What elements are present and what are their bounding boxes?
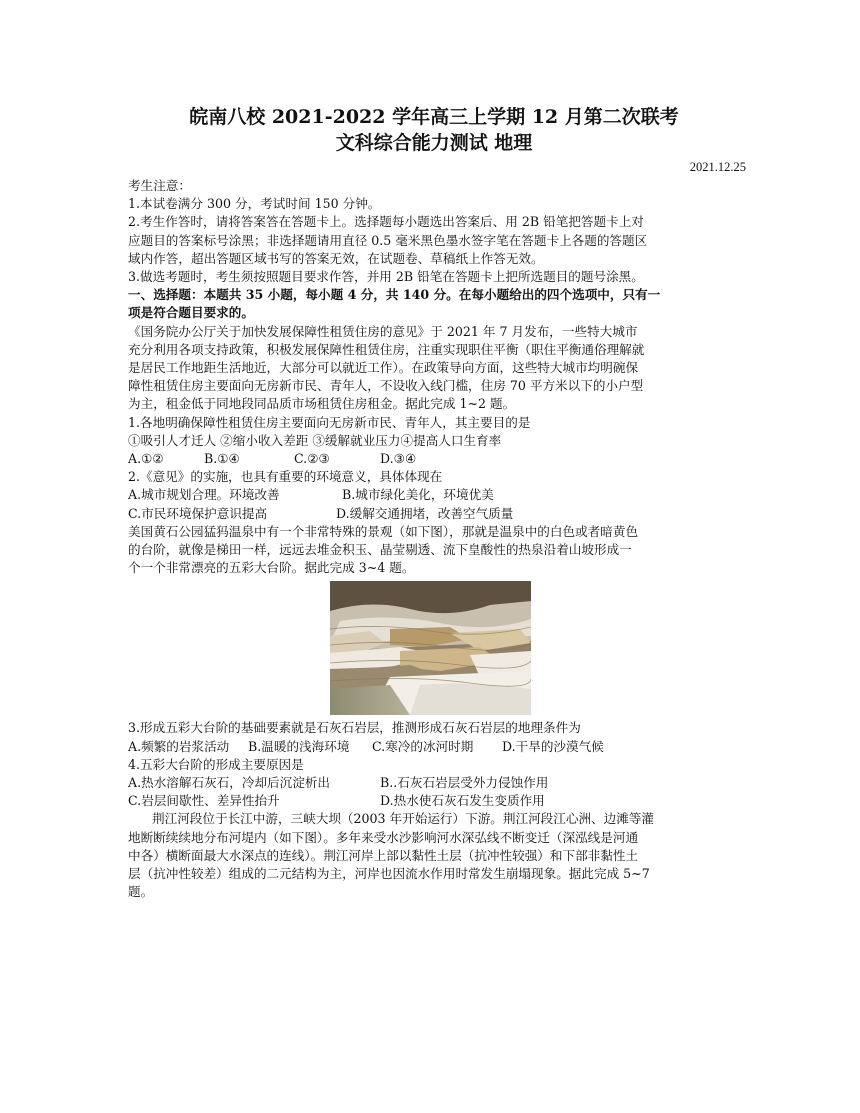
- option-c: C.市民环境保护意识提高: [128, 505, 268, 521]
- option-b: B.城市绿化美化，环境优美: [342, 487, 494, 503]
- option-b: B.温暖的浅海环境: [248, 738, 350, 754]
- passage-line: 美国黄石公园猛犸温泉中有一个非常特殊的景观（如下图），那就是温泉中的白色或者暗黄色: [128, 523, 639, 539]
- option-a: A.城市规划合理。环境改善: [128, 487, 280, 503]
- notice-item: 域内作答，超出答题区域书写的答案无效，在试题卷、草稿纸上作答无效。: [128, 250, 544, 266]
- section-heading-cont: 项是符合题目要求的。: [128, 305, 254, 321]
- notice-heading: 考生注意：: [128, 178, 191, 193]
- notice-item: 应题目的答案标号涂黑；非选择题请用直径 0.5 毫米黑色墨水签字笔在答题卡上各题的答题区: [128, 232, 648, 248]
- question-options: [128, 486, 740, 504]
- question-options: [128, 450, 740, 468]
- passage-line: 《国务院办公厅关于加快发展保障性租赁住房的意见》于 2021 年 7 月发布，一些特大城市: [128, 323, 638, 339]
- section-heading: 一、选择题：本题共 35 小题，每小题 4 分，共 140 分。在每小题给出的四个选项中，只有一: [128, 287, 661, 303]
- exam-body: [128, 177, 740, 902]
- passage-line: 地断断续续地分布河堤内（如下图）。多年来受水沙影响河水深弘线不断变迁（深泓线是河通: [128, 829, 639, 845]
- question-stem: 1.各地明确保障性租赁住房主要面向无房新市民、青年人，其主要目的是: [128, 414, 531, 430]
- option-d: D.热水使石灰石发生变质作用: [380, 793, 545, 809]
- passage-line: 个一个非常漂亮的五彩大台阶。据此完成 3~4 题。: [128, 560, 415, 576]
- question-options: [128, 738, 740, 756]
- option-b: B.①④: [204, 451, 240, 467]
- passage-line: 为主，租金低于同地段同品质市场租赁住房租金。据此完成 1~2 题。: [128, 396, 516, 412]
- exam-title: 皖南八校 2021-2022 学年高三上学期 12 月第二次联考: [189, 106, 679, 128]
- option-c: C.寒冷的冰河时期: [372, 738, 474, 754]
- notice-item: 3.做选考题时，考生须按照题目要求作答，并用 2B 铅笔在答题卡上把所选题目的题号涂黑。: [128, 269, 644, 285]
- option-a: A.热水溶解石灰石，冷却后沉淀析出: [128, 775, 331, 791]
- question-stem: 3.形成五彩大台阶的基础要素就是石灰石岩层，推测形成石灰石岩层的地理条件为: [128, 720, 581, 736]
- passage-line: 障性租赁住房主要面向无房新市民、青年人，不设收入线门槛，住房 70 平方米以下的小户型: [128, 378, 644, 394]
- option-d: D.干旱的沙漠气候: [502, 738, 604, 754]
- question-options: [128, 792, 740, 810]
- travertine-terraces-photo: [330, 581, 531, 715]
- option-b: B..石灰石岩层受外力侵蚀作用: [380, 775, 549, 791]
- notice-item: 2.考生作答时，请将答案答在答题卡上。选择题每小题选出答案后、用 2B 铅笔把答题卡上对: [128, 214, 644, 230]
- question-options: [128, 505, 740, 523]
- question-stem: 4.五彩大台阶的形成主要原因是: [128, 756, 304, 772]
- option-a: A.①②: [128, 451, 164, 467]
- passage-line: 题。: [128, 884, 154, 900]
- option-a: A.频繁的岩浆活动: [128, 738, 230, 754]
- option-c: C.②③: [294, 451, 330, 467]
- exam-subtitle: 文科综合能力测试 地理: [335, 132, 533, 154]
- option-d: D.③④: [380, 451, 417, 467]
- passage-line: 荆江河段位于长江中游，三峡大坝（2003 年开始运行）下游。荆江河段江心洲、边滩等灌: [152, 811, 655, 827]
- question-choices: ①吸引人才迁人 ②缩小收入差距 ③缓解就业压力④提高人口生育率: [128, 432, 502, 448]
- passage-line: 中各）横断面最大水深点的连线）。荆江河岸上部以黏性土层（抗冲性较强）和下部非黏性土: [128, 847, 639, 863]
- option-c: C.岩层间歇性、差异性抬升: [128, 793, 280, 809]
- passage-line: 充分利用各项支持政策，积极发展保障性租赁住房，注重实现职住平衡（职住平衡通俗理解就: [128, 341, 645, 357]
- question-options: [128, 774, 740, 792]
- option-d: D.缓解交通拥堵，改善空气质量: [336, 505, 514, 521]
- question-stem: 2.《意见》的实施，也具有重要的环境意义，具体体现在: [128, 469, 443, 485]
- passage-line: 是居民工作地距生活地近，大部分可以就近工作）。在政策导向方面，这些特大城市均明碗保: [128, 360, 639, 376]
- passage-line: 层（抗冲性较差）组成的二元结构为主，河岸也因流水作用时常发生崩塌现象。据此完成 5~7: [128, 866, 650, 882]
- exam-date: 2021.12.25: [689, 160, 746, 174]
- passage-line: 的台阶，就像是梯田一样，远远去堆金积玉、晶莹剔透、流下皇酸性的热泉沿着山坡形成一: [128, 542, 632, 558]
- notice-item: 1.本试卷满分 300 分，考试时间 150 分钟。: [128, 196, 381, 212]
